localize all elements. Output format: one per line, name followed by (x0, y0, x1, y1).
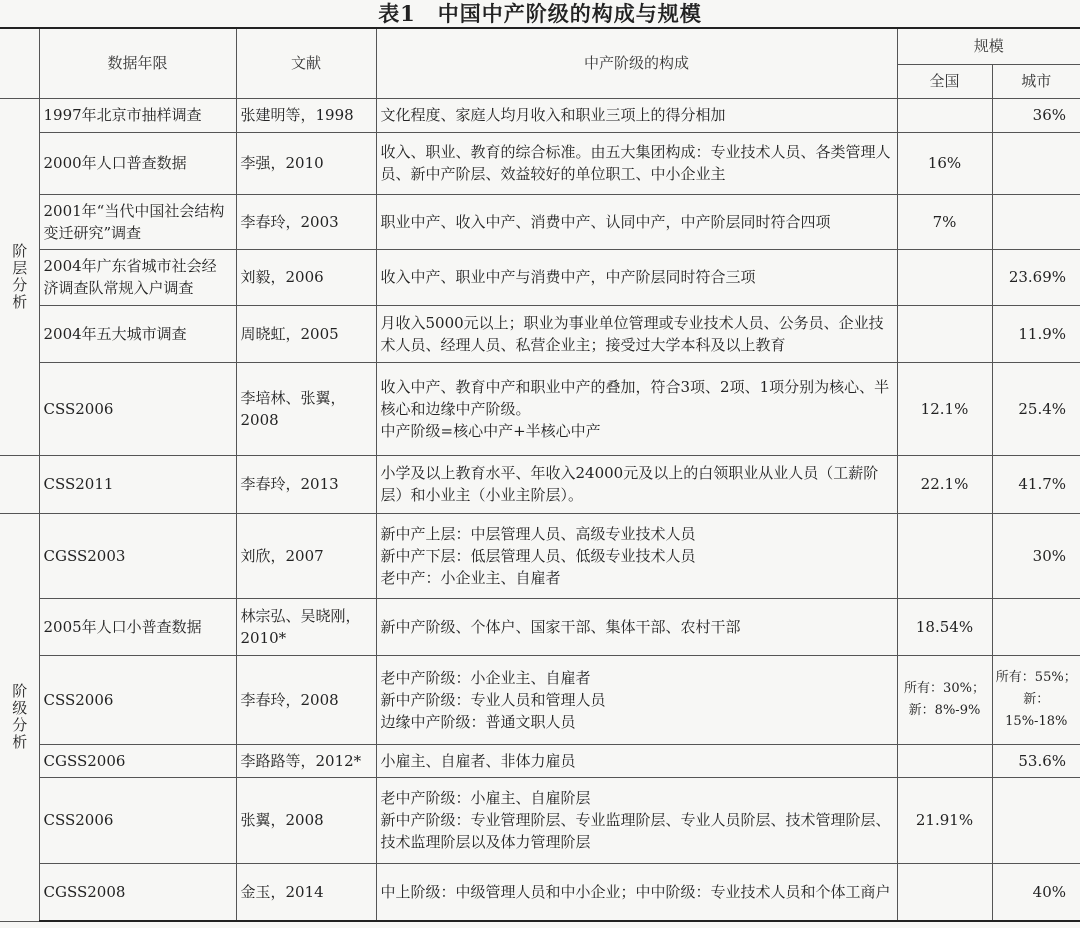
cell-ref: 周晓虹，2005 (236, 305, 376, 362)
table-row (0, 777, 1080, 863)
header-composition: 中产阶级的构成 (376, 28, 897, 98)
group-label-class: 阶级分析 (0, 513, 39, 921)
cell-year: 2005年人口小普查数据 (39, 598, 236, 655)
cell-year: 2004年五大城市调查 (39, 305, 236, 362)
table-row (0, 513, 1080, 598)
cell-year: CGSS2003 (39, 513, 236, 598)
cell-ref: 林宗弘、吴晓刚，2010* (236, 598, 376, 655)
cell-national: 7% (897, 194, 992, 249)
group-label-stratum: 阶层分析 (0, 98, 39, 455)
table-row (0, 305, 1080, 362)
cell-composition: 收入、职业、教育的综合标准。由五大集团构成：专业技术人员、各类管理人员、新中产阶层、效益较好的单位职工、中小企业主 (376, 132, 897, 194)
cell-ref: 金玉，2014 (236, 863, 376, 921)
cell-national: 12.1% (897, 362, 992, 455)
cell-year: 2001年“当代中国社会结构变迁研究”调查 (39, 194, 236, 249)
cell-ref: 李强，2010 (236, 132, 376, 194)
header-urban: 城市 (992, 64, 1080, 98)
group-header (0, 28, 39, 98)
table-row (0, 744, 1080, 777)
cell-national (897, 305, 992, 362)
cell-national: 18.54% (897, 598, 992, 655)
cell-composition: 文化程度、家庭人均月收入和职业三项上的得分相加 (376, 98, 897, 132)
cell-urban: 11.9% (992, 305, 1080, 362)
cell-composition: 职业中产、收入中产、消费中产、认同中产，中产阶层同时符合四项 (376, 194, 897, 249)
cell-national: 22.1% (897, 455, 992, 513)
cell-urban (992, 132, 1080, 194)
cell-composition: 小学及以上教育水平、年收入24000元及以上的白领职业从业人员（工薪阶层）和小业主（小业主阶层）。 (376, 455, 897, 513)
cell-national (897, 863, 992, 921)
cell-national: 21.91% (897, 777, 992, 863)
cell-urban (992, 598, 1080, 655)
cell-composition: 新中产上层：中层管理人员、高级专业技术人员 新中产下层：低层管理人员、低级专业技术人员 老中产：小企业主、自雇者 (376, 513, 897, 598)
cell-national: 所有：30%； 新：8%-9% (897, 655, 992, 744)
cell-ref: 李春玲，2003 (236, 194, 376, 249)
cell-year: CSS2006 (39, 655, 236, 744)
cell-ref: 李春玲，2008 (236, 655, 376, 744)
cell-year: 2000年人口普查数据 (39, 132, 236, 194)
cell-year: CSS2006 (39, 362, 236, 455)
cell-urban: 40% (992, 863, 1080, 921)
header-year: 数据年限 (39, 28, 236, 98)
cell-national (897, 513, 992, 598)
cell-urban: 23.69% (992, 249, 1080, 305)
cell-year: CSS2006 (39, 777, 236, 863)
cell-composition: 收入中产、教育中产和职业中产的叠加，符合3项、2项、1项分别为核心、半核心和边缘中产阶级。 中产阶级=核心中产+半核心中产 (376, 362, 897, 455)
cell-urban: 36% (992, 98, 1080, 132)
cell-composition: 老中产阶级：小企业主、自雇者 新中产阶级：专业人员和管理人员 边缘中产阶级：普通文职人员 (376, 655, 897, 744)
cell-urban: 41.7% (992, 455, 1080, 513)
header-ref: 文献 (236, 28, 376, 98)
cell-urban: 25.4% (992, 362, 1080, 455)
cell-ref: 李路路等，2012* (236, 744, 376, 777)
header-scale: 规模 (897, 28, 1080, 64)
cell-composition: 中上阶级：中级管理人员和中小企业；中中阶级：专业技术人员和个体工商户 (376, 863, 897, 921)
cell-year: 2004年广东省城市社会经济调查队常规入户调查 (39, 249, 236, 305)
cell-national (897, 98, 992, 132)
cell-ref: 刘欣，2007 (236, 513, 376, 598)
cell-year: CGSS2008 (39, 863, 236, 921)
table-title: 表1 中国中产阶级的构成与规模 (378, 1, 702, 26)
cell-urban: 53.6% (992, 744, 1080, 777)
group-spacer (0, 455, 39, 513)
cell-composition: 小雇主、自雇者、非体力雇员 (376, 744, 897, 777)
cell-ref: 张建明等，1998 (236, 98, 376, 132)
middle-class-table (0, 27, 1080, 922)
cell-ref: 刘毅，2006 (236, 249, 376, 305)
table-row (0, 98, 1080, 132)
cell-national: 16% (897, 132, 992, 194)
cell-composition: 收入中产、职业中产与消费中产，中产阶层同时符合三项 (376, 249, 897, 305)
cell-ref: 李培林、张翼，2008 (236, 362, 376, 455)
table-row (0, 132, 1080, 194)
cell-urban (992, 194, 1080, 249)
cell-composition: 月收入5000元以上；职业为事业单位管理或专业技术人员、公务员、企业技术人员、经理人员、私营企业主；接受过大学本科及以上教育 (376, 305, 897, 362)
cell-year: CGSS2006 (39, 744, 236, 777)
cell-urban (992, 777, 1080, 863)
cell-year: CSS2011 (39, 455, 236, 513)
cell-ref: 张翼，2008 (236, 777, 376, 863)
cell-national (897, 249, 992, 305)
cell-composition: 老中产阶级：小雇主、自雇阶层 新中产阶级：专业管理阶层、专业监理阶层、专业人员阶层、技术管理阶层、技术监理阶层以及体力管理阶层 (376, 777, 897, 863)
table-row (0, 249, 1080, 305)
cell-composition: 新中产阶级、个体户、国家干部、集体干部、农村干部 (376, 598, 897, 655)
table-row (0, 655, 1080, 744)
cell-national (897, 744, 992, 777)
header-national: 全国 (897, 64, 992, 98)
cell-year: 1997年北京市抽样调查 (39, 98, 236, 132)
cell-urban: 所有：55%； 新：15%-18% (992, 655, 1080, 744)
cell-ref: 李春玲，2013 (236, 455, 376, 513)
table-row (0, 362, 1080, 455)
table-row (0, 455, 1080, 513)
table-row (0, 863, 1080, 921)
table-row (0, 194, 1080, 249)
cell-urban: 30% (992, 513, 1080, 598)
table-row (0, 598, 1080, 655)
